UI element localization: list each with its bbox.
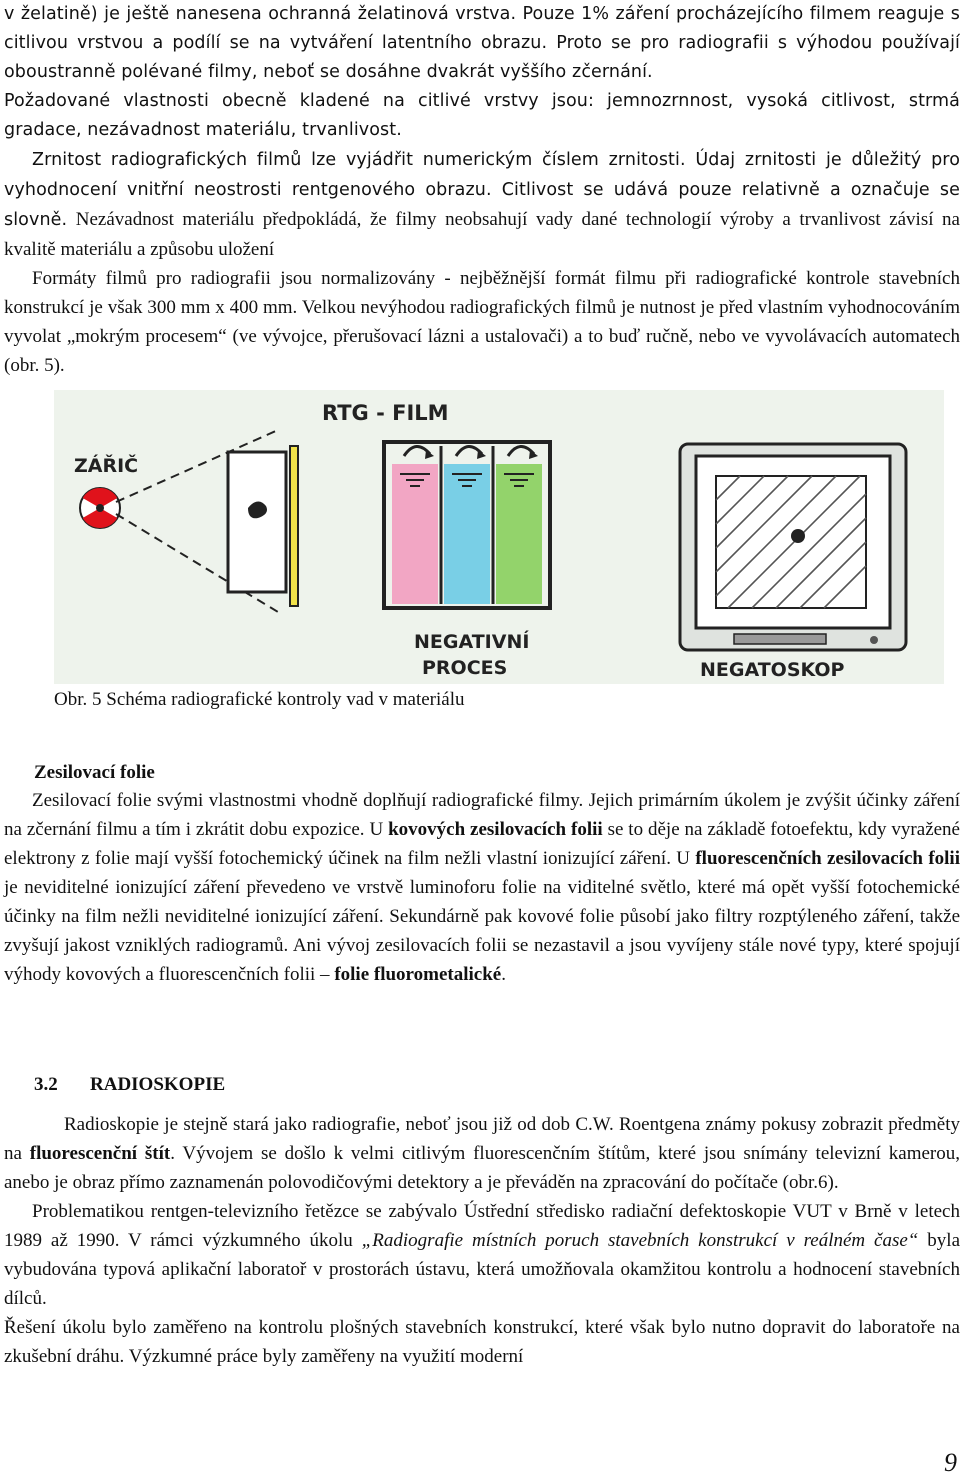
rad-text-2: . Vývojem se došlo k velmi citlivým fluorescenčním štítům, které jsou snímány televizní kamerou, anebo je obraz přímo zaznamenán polovodičovými detektory a je převáděn na zpracování do počítače (obr.6). (4, 1143, 960, 1193)
section-heading-zesilovaci: Zesilovací folie (34, 762, 155, 783)
figure-caption: Obr. 5 Schéma radiografické kontroly vad v materiálu (54, 689, 465, 710)
process-label-line2: PROCES (422, 657, 508, 679)
rad-text-4: byla vybudována typová aplikační laboratoř v prostorách ústavu, která umožňovala okamžitou kontrolu a hodnocení stavebních dílců. (4, 1230, 960, 1309)
process-label-line1: NEGATIVNÍ (414, 631, 530, 653)
paragraph-radioskopie-3: Řešení úkolu bylo zaměřeno na kontrolu plošných stavebních konstrukcí, které však bylo nutno dopravit do laboratoře na zkušební dráhu. Výzkumné práce byly zaměřeny na využití moderní (4, 1317, 960, 1367)
zes-bold-fluor: fluorescenčních zesilovacích folii (695, 848, 960, 869)
section-number: 3.2 (34, 1074, 58, 1095)
paragraph-zesilovaci (4, 786, 960, 989)
scheme-diagram (54, 390, 944, 684)
grain-sentences: Zrnitost radiografických filmů lze vyjádřit numerickým číslem zrnitosti. Údaj zrnitosti je důležitý pro vyhodnocení vnitřní neostrosti rentgenového obrazu. Citlivost se udává pouze relativně a označuje se slovně. (4, 150, 960, 230)
paragraph-radioskopie-2 (4, 1197, 960, 1313)
page-number: 9 (944, 1448, 957, 1477)
zes-bold-metal: kovových zesilovacích folii (388, 819, 603, 840)
zes-text-2: se to děje na základě fotoefektu, kdy vyražené elektrony z folie mají vyšší fotochemický účinek na film nežli vlastní ionizující záření. U (4, 819, 960, 869)
zesilovaci-section (4, 786, 960, 989)
viewer-label: NEGATOSKOP (700, 659, 845, 681)
rad-text-1: Radioskopie je stejně stará jako radiografie, neboť jsou již od dob C.W. Roentgena známy pokusy zobrazit předměty na (4, 1114, 960, 1164)
zes-text-4: . (501, 964, 506, 985)
source-label: ZÁŘIČ (74, 455, 139, 477)
paragraph-formats: Formáty filmů pro radiografii jsou normalizovány - nejběžnější formát filmu při radiografické kontrole stavebních konstrukcí je však 300 mm x 400 mm. Velkou nevýhodou radiografických filmů je nutnost je před vlastním vyhodnocováním vyvolat „mokrým procesem“ (ve vývojce, přerušovací lázni a ustalovači) a to buď ručně, nebo ve vyvolávacích automatech (obr. 5). (4, 268, 960, 376)
paragraph-film-layers: v želatině) je ještě nanesena ochranná želatinová vrstva. Pouze 1% záření procházejícího filmem reaguje s citlivou vrstvou a podílí se na vytváření latentního obrazu. Proto se pro radiografii s výhodou používají oboustranně polévané filmy, neboť se dosáhne dvakrát vyššího zčernání. (4, 4, 960, 82)
zes-text-3: je neviditelné ionizující záření převedeno ve vrstvě luminoforu folie na viditelné světlo, které má opět vyšší fotochemické účinky na film nežli neviditelné ionizující záření. Sekundárně pak kovové folie působí jako filtry rozptýleného záření, takže zvyšují jakost vzniklých radiogramů. Ani vývoj zesilovacích folii se nezastavil a jsou vyvíjeny stále nové typy, které spojují výhody kovových a fluorescenčních folii – (4, 877, 960, 985)
paragraph-radioskopie-1 (4, 1110, 960, 1197)
film-label: RTG - FILM (322, 401, 449, 425)
radiation-source-icon (80, 488, 120, 528)
test-object (228, 452, 286, 592)
rad-text-3: Problematikou rentgen-televizního řetězce se zabývalo Ústřední středisko radiační defektoskopie VUT v Brně v letech 1989 až 1990. V rámci výzkumného úkolu (4, 1201, 960, 1251)
radiography-scheme-figure (54, 390, 944, 684)
safety-sentences: Nezávadnost materiálu předpokládá, že filmy neobsahují vady dané technologií výroby a trvanlivost závisí na kvalitě materiálu a způsobu uložení (4, 209, 960, 260)
rad-italic-project: „Radiografie místních poruch stavebních konstrukcí v reálném čase“ (361, 1230, 919, 1251)
intro-section (4, 0, 960, 380)
film-strip (290, 446, 298, 606)
negatoscope-icon (680, 444, 906, 650)
section-heading-radioskopie (34, 1072, 225, 1098)
rad-bold-screen: fluorescenční štít (29, 1143, 171, 1164)
zes-text-1: Zesilovací folie svými vlastnostmi vhodně doplňují radiografické filmy. Jejich primárním úkolem je zvýšit účinky záření na zčernání filmu a tím i zkrátit dobu expozice. U (4, 790, 960, 840)
paragraph-grain (4, 145, 960, 264)
paragraph-requirements: Požadované vlastnosti obecně kladené na citlivé vrstvy jsou: jemnozrnnost, vysoká citlivost, strmá gradace, nezávadnost materiálu, trvanlivost. (4, 91, 960, 140)
radioskopie-section (4, 1110, 960, 1371)
section-title: RADIOSKOPIE (90, 1074, 226, 1095)
processing-tanks (384, 442, 550, 608)
zes-bold-fluorometal: folie fluorometalické (334, 964, 502, 985)
